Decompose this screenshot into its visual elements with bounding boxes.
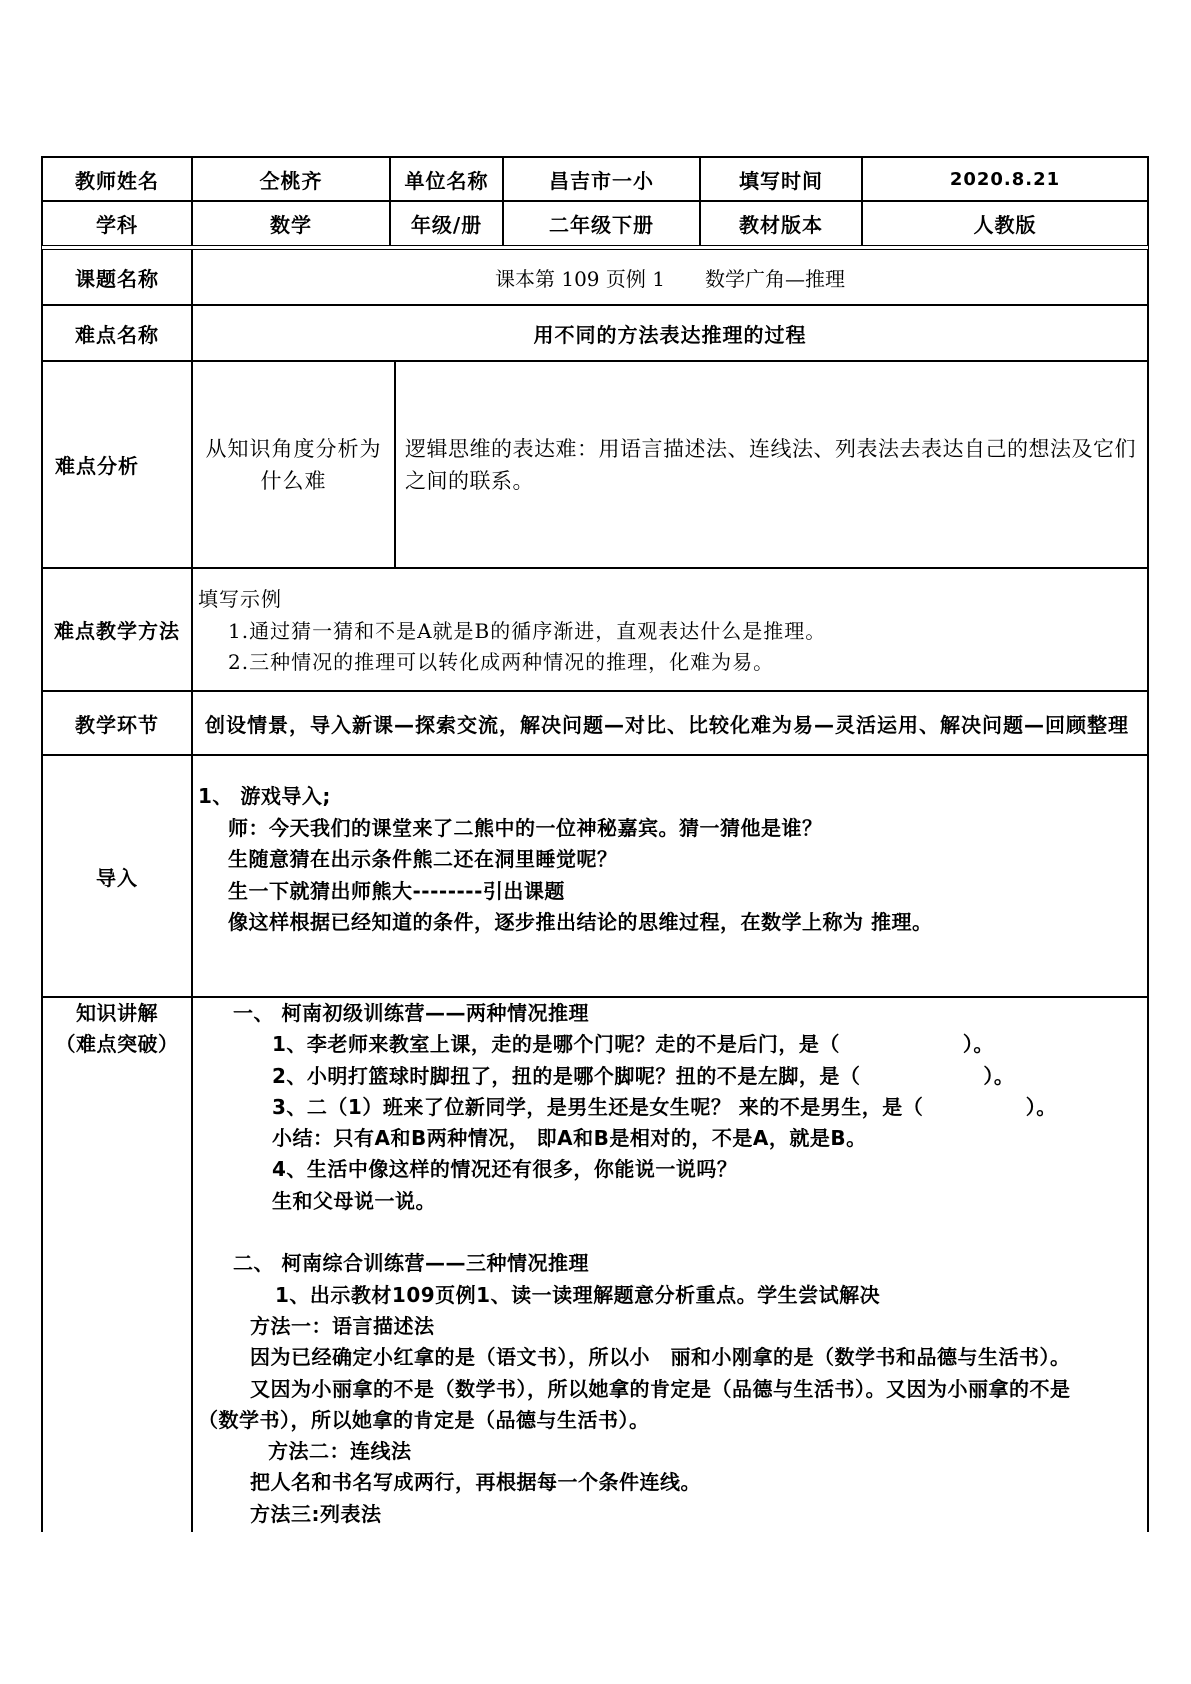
section-spacer: [193, 1217, 1147, 1248]
method-line: 2.三种情况的推理可以转化成两种情况的推理，化难为易。: [228, 650, 775, 674]
method-1-line: 因为已经确定小红拿的是（语文书），所以小 丽和小刚拿的是（数学书和品德与生活书）。: [250, 1345, 1071, 1370]
grade-value: 二年级下册: [503, 201, 700, 246]
method-3-heading: 方法三:列表法: [250, 1501, 382, 1526]
section-1-question: 3、二（1）班来了位新同学，是男生还是女生呢？ 来的不是男生，是（ ）。: [272, 1094, 1057, 1119]
analysis-perspective-line: 什么难: [260, 468, 327, 493]
difficulty-value: 用不同的方法表达推理的过程: [192, 305, 1148, 361]
introduction-heading: 1、 游戏导入;: [198, 784, 331, 808]
grade-label: 年级/册: [390, 201, 503, 246]
subject-value: 数学: [192, 201, 390, 246]
method-1-line: （数学书），所以她拿的肯定是（品德与生活书）。: [198, 1407, 650, 1432]
introduction-line: 生随意猜在出示条件熊二还在洞里睡觉呢？: [228, 847, 618, 871]
section-2-heading: 二、 柯南综合训练营——三种情况推理: [233, 1251, 589, 1276]
unit-value: 昌吉市一小: [503, 157, 700, 201]
method-example-heading: 填写示例: [198, 587, 282, 611]
introduction-label: 导入: [42, 755, 192, 997]
knowledge-sub-label: （难点突破）: [55, 1032, 179, 1057]
date-label: 填写时间: [700, 157, 862, 201]
method-content-cell: [192, 568, 1148, 691]
analysis-content-cell: [395, 361, 1148, 568]
section-1-heading: 一、 柯南初级训练营——两种情况推理: [233, 1001, 589, 1025]
topic-label: 课题名称: [42, 249, 192, 305]
analysis-label: 难点分析: [42, 361, 192, 568]
section-2-task: 1、出示教材109页例1、读一读理解题意分析重点。学生尝试解决: [275, 1282, 881, 1307]
section-1-question: 4、生活中像这样的情况还有很多，你能说一说吗？: [272, 1157, 738, 1182]
analysis-content-line: 逻辑思维的表达难：用语言描述法、连线法、列表法去表达自己的想法及它们: [405, 436, 1136, 461]
edition-value: 人教版: [862, 201, 1148, 246]
knowledge-label-cell: [42, 997, 192, 1532]
introduction-line: 师：今天我们的课堂来了二熊中的一位神秘嘉宾。猜一猜他是谁？: [228, 815, 823, 840]
analysis-perspective-cell: [192, 361, 395, 568]
section-1-question: 1、李老师来教室上课，走的是哪个门呢？走的不是后门，是（ ）。: [272, 1032, 994, 1057]
section-1-question: 2、小明打篮球时脚扭了，扭的是哪个脚呢？扭的不是左脚，是（ ）。: [272, 1063, 1015, 1088]
steps-value: 创设情景，导入新课—探索交流，解决问题—对比、比较化难为易—灵活运用、解决问题—回顾整理: [192, 691, 1148, 755]
section-1-activity: 生和父母说一说。: [272, 1188, 436, 1213]
subject-label: 学科: [42, 201, 192, 246]
knowledge-label: 知识讲解: [76, 1001, 158, 1025]
method-1-line: 又因为小丽拿的不是（数学书），所以她拿的肯定是（品德与生活书）。又因为小丽拿的不是: [250, 1376, 1071, 1401]
unit-label: 单位名称: [390, 157, 503, 201]
date-value: 2020.8.21: [862, 157, 1148, 201]
analysis-content-line: 之间的联系。: [405, 468, 534, 493]
teacher-name-value: 仝桃齐: [192, 157, 390, 201]
introduction-line: 生一下就猜出师熊大--------引出课题: [228, 878, 565, 903]
difficulty-label: 难点名称: [42, 305, 192, 361]
method-1-heading: 方法一：语言描述法: [250, 1313, 435, 1338]
teacher-name-label: 教师姓名: [42, 157, 192, 201]
topic-value: 课本第 109 页例 1 数学广角—推理: [192, 249, 1148, 305]
method-line: 1.通过猜一猜和不是A就是B的循序渐进，直观表达什么是推理。: [228, 618, 827, 643]
method-2-line: 把人名和书名写成两行，再根据每一个条件连线。: [250, 1470, 701, 1495]
knowledge-content-cell: [192, 997, 1148, 1532]
method-label: 难点教学方法: [42, 568, 192, 691]
steps-label: 教学环节: [42, 691, 192, 755]
section-1-summary: 小结：只有A和B两种情况， 即A和B是相对的，不是A，就是B。: [272, 1126, 867, 1151]
edition-label: 教材版本: [700, 201, 862, 246]
analysis-perspective-line: 从知识角度分析为: [205, 436, 382, 461]
introduction-content-cell: [192, 755, 1148, 997]
introduction-line: 像这样根据已经知道的条件，逐步推出结论的思维过程，在数学上称为 推理。: [228, 910, 933, 934]
method-2-heading: 方法二：连线法: [268, 1439, 412, 1464]
